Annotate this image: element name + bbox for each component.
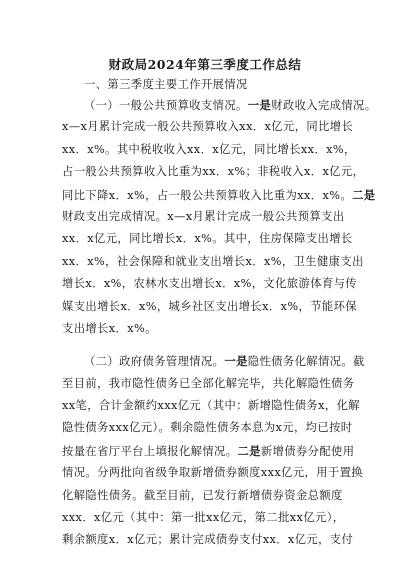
text-line [62,417,353,439]
line-text: 按量在省厅平台上填报化解情况。 [62,444,238,458]
line-text: 新增债券分配使用 [260,444,355,458]
line-text: 媒支出增长x．x%，城乡社区支出增长x．x%，节能环保 [62,299,357,313]
emphasis-text: 二是 [352,187,376,202]
text-line [62,318,350,340]
line-text: 隐性债务xxx亿元）。剩余隐性债务本息为x元，均已按时 [62,421,353,435]
text-line [62,184,376,206]
line-text: 同比下降x．x%，占一般公共预算收入比重为xx．x%。 [62,188,353,202]
line-text: 财政支出完成情况。x—x月累计完成一般公共预算支出 [62,209,345,223]
text-line [62,395,360,417]
text-line [62,206,350,228]
line-text: 剩余额度x．x亿元；累计完成债券支付xx．x亿元，支付 [62,533,354,547]
line-text: xx笔，合计金额约xxx亿元（其中：新增隐性债务x，化解 [62,399,360,413]
line-text: xx．x%，社会保障和就业支出增长x．x%，卫生健康支出 [62,254,364,268]
text-line [62,273,357,295]
text-line [62,507,350,529]
text-line [62,94,377,116]
text-line [62,139,356,161]
line-text: 情况。分两批向省级争取新增债券额度xxx亿元，用于置换 [62,466,364,480]
text-line [62,296,357,318]
text-line [62,485,350,507]
line-text: xxx．x亿元（其中：第一批xx亿元，第二批xx亿元）， [62,511,345,525]
text-line [62,251,364,273]
text-line [62,116,354,138]
line-text: 至目前，我市隐性债务已全部化解完毕，共化解隐性债务 [62,376,355,390]
emphasis-text: 一是 [224,354,248,369]
text-line [62,350,365,372]
line-text: xx．x亿元，同比增长x．x%。其中，住房保障支出增长 [62,232,353,246]
line-text: xx．x%。其中税收收入xx．x亿元，同比增长xx．x%， [62,142,356,156]
line-text: 增长x．x%，农林水支出增长x．x%，文化旅游体育与传 [62,277,357,291]
line-text: 财政收入完成情况。 [271,99,377,112]
text-line [62,373,355,395]
line-text: 隐性债务化解情况。截 [247,355,365,369]
line-text: 支出增长x．x%。 [62,321,157,335]
emphasis-text: 一是 [247,98,272,112]
line-text: 化解隐性债务。截至目前，已发行新增债券资金总额度 [62,488,343,502]
line-text: （一）一般公共预算收支情况。 [84,99,248,112]
document-body [62,94,377,552]
line-text: 占一般公共预算收入比重为xx．x%；非税收入x．x亿元， [62,165,365,179]
text-line [62,228,353,250]
text-line [62,462,364,484]
section-heading: 一、第三季度主要工作开展情况 [84,78,248,91]
paragraph-debt [62,350,365,552]
text-line [62,161,365,183]
paragraph-budget [62,94,377,340]
line-text: x—x月累计完成一般公共预算收入xx．x亿元，同比增长 [62,120,354,134]
emphasis-text: 二是 [237,443,261,458]
line-text: （二）政府债务管理情况。 [84,355,225,369]
text-line [62,440,355,462]
text-line [62,529,354,551]
document-title: 财政局2024年第三季度工作总结 [108,57,302,72]
